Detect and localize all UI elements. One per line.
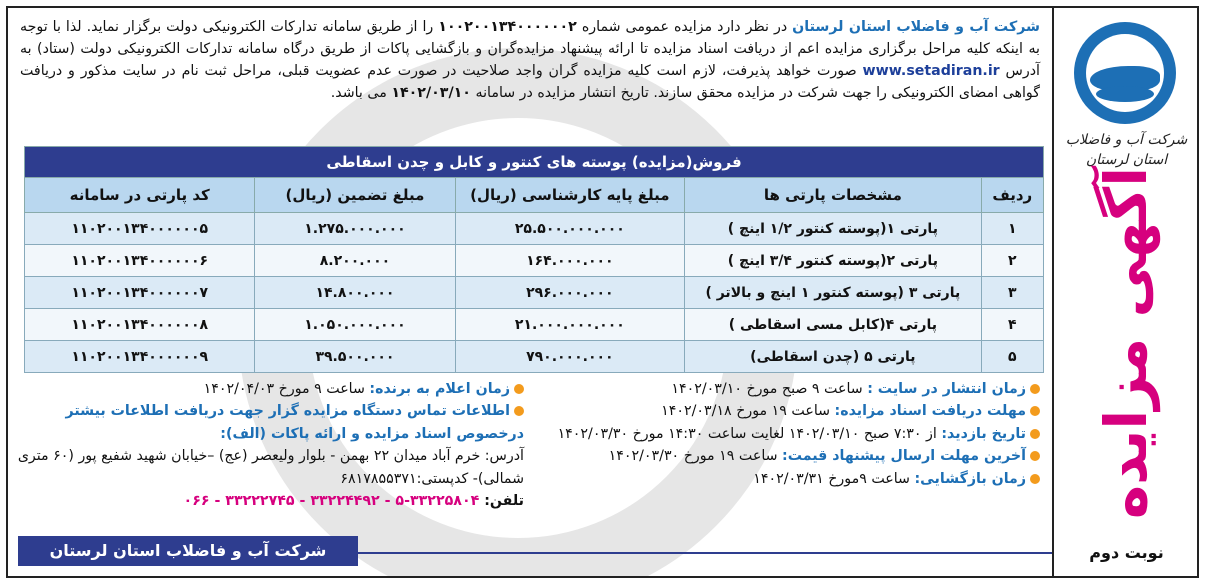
- docs-deadline-value: ساعت ۱۹ مورخ ۱۴۰۲/۰۳/۱۸: [661, 403, 835, 420]
- advertisement-frame: [6, 6, 1199, 578]
- intro-text-4: می باشد.: [330, 85, 392, 101]
- visit-date-label: تاریخ بازدید:: [941, 425, 1026, 442]
- cell-lot-spec: پارتی ۱(پوسته کنتور ۱/۲ اینچ ): [685, 213, 981, 245]
- footer-divider: [358, 552, 1052, 554]
- publish-time: [540, 378, 1040, 400]
- company-logo-icon: [1074, 22, 1176, 124]
- footer-company: شرکت آب و فاضلاب استان لرستان: [18, 536, 358, 566]
- cell-row-number: ۱: [981, 213, 1043, 245]
- cell-guarantee: ۱.۲۷۵.۰۰۰.۰۰۰: [255, 213, 455, 245]
- cell-guarantee: ۱۴.۸۰۰.۰۰۰: [255, 277, 455, 309]
- cell-lot-spec: پارتی ۲(پوسته کنتور ۳/۴ اینچ ): [685, 245, 981, 277]
- schedule-info: [540, 378, 1040, 490]
- cell-guarantee: ۳۹.۵۰۰.۰۰۰: [255, 341, 455, 373]
- setad-link[interactable]: www.setadiran.ir: [862, 63, 1000, 79]
- intro-text-2: را از طریق سامانه تدارکات الکترونیکی دولت برگزار نماید. لذا با توجه به اینکه کلیه مراحل برگزاری مزایده اعم از دریافت اسناد مزایده تا ارائه پیشنهاد مزایده‌گران و بازگشایی پاکات از طریق درگاه سامانه تدارکات الکترونیکی دولت (ستاد) به آدرس: [20, 19, 1040, 79]
- bullet-icon: [514, 384, 524, 394]
- cell-lot-code: ۱۱۰۲۰۰۱۳۴۰۰۰۰۰۰۹: [25, 341, 255, 373]
- contact-info: [12, 378, 524, 512]
- bullet-icon: [1030, 429, 1040, 439]
- contact-title-text: اطلاعات تماس دستگاه مزایده گزار جهت دریافت اطلاعات بیشتر درخصوص اسناد مزایده و ارائه پاکات (الف):: [65, 403, 524, 442]
- header-lot-code: کد پارتی در سامانه: [25, 178, 255, 213]
- cell-base-price: ۲۹۶.۰۰۰.۰۰۰: [455, 277, 685, 309]
- cell-lot-code: ۱۱۰۲۰۰۱۳۴۰۰۰۰۰۰۸: [25, 309, 255, 341]
- intro-text-3: صورت خواهد پذیرفت، لازم است کلیه مزایده گران واجد صلاحیت در صورت عدم عضویت قبلی، مراحل ثبت نام در سایت مذکور و دریافت گواهی امضای الکترونیکی را جهت شرکت در مزایده محقق سازند. تاریخ انتشار مزایده در سامانه: [20, 63, 1040, 101]
- docs-deadline-label: مهلت دریافت اسناد مزایده:: [834, 403, 1026, 420]
- bullet-icon: [1030, 451, 1040, 461]
- lots-table: [24, 146, 1044, 373]
- docs-deadline: [540, 400, 1040, 422]
- offer-deadline-label: آخرین مهلت ارسال پیشنهاد قیمت:: [782, 448, 1026, 465]
- publish-date: ۱۴۰۲/۰۳/۱۰: [391, 85, 471, 101]
- publish-time-label: زمان انتشار در سایت :: [867, 381, 1026, 397]
- bullet-icon: [514, 406, 524, 416]
- opening-time: [540, 468, 1040, 490]
- header-row-number: ردیف: [981, 178, 1043, 213]
- cell-lot-spec: پارتی ۳ (پوسته کنتور ۱ اینچ و بالاتر ): [685, 277, 981, 309]
- visit-date: [540, 423, 1040, 445]
- table-row: [25, 213, 1044, 245]
- header-lot-spec: مشخصات پارتی ها: [685, 178, 981, 213]
- phone-label: تلفن:: [484, 493, 524, 510]
- winner-value: ساعت ۹ مورخ ۱۴۰۲/۰۴/۰۳: [203, 381, 370, 397]
- table-row: [25, 245, 1044, 277]
- cell-lot-code: ۱۱۰۲۰۰۱۳۴۰۰۰۰۰۰۷: [25, 277, 255, 309]
- ad-title-text: آگهی مزایده: [1092, 166, 1161, 520]
- cell-guarantee: ۱.۰۵۰.۰۰۰.۰۰۰: [255, 309, 455, 341]
- phone-value: ۳۳۲۲۵۸۰۴-۵ - ۳۳۲۲۴۴۹۲ - ۳۳۲۲۲۷۴۵ - ۰۶۶: [183, 493, 485, 510]
- auction-number: ۱۰۰۲۰۰۱۳۴۰۰۰۰۰۰۲: [438, 19, 577, 35]
- visit-date-value: از ۷:۳۰ صبح ۱۴۰۲/۰۳/۱۰ لغایت ساعت ۱۴:۳۰ مورخ ۱۴۰۲/۰۳/۳۰: [557, 425, 942, 442]
- intro-company: شرکت آب و فاضلاب استان لرستان: [792, 19, 1040, 35]
- cell-row-number: ۴: [981, 309, 1043, 341]
- intro-text-1: در نظر دارد مزایده عمومی شماره: [576, 19, 793, 35]
- cell-row-number: ۳: [981, 277, 1043, 309]
- cell-row-number: ۲: [981, 245, 1043, 277]
- contact-title: [12, 400, 524, 445]
- offer-deadline-value: ساعت ۱۹ مورخ ۱۴۰۲/۰۳/۳۰: [608, 448, 783, 465]
- cell-lot-spec: پارتی ۴(کابل مسی اسقاطی ): [685, 309, 981, 341]
- offer-deadline: [540, 445, 1040, 467]
- cell-guarantee: ۸.۲۰۰.۰۰۰: [255, 245, 455, 277]
- bullet-icon: [1030, 384, 1040, 394]
- ad-content: [8, 8, 1052, 576]
- cell-row-number: ۵: [981, 341, 1043, 373]
- cell-base-price: ۷۹۰.۰۰۰.۰۰۰: [455, 341, 685, 373]
- phone: [12, 490, 524, 512]
- cell-base-price: ۲۱.۰۰۰.۰۰۰.۰۰۰: [455, 309, 685, 341]
- cell-base-price: ۱۶۴.۰۰۰.۰۰۰: [455, 245, 685, 277]
- bullet-icon: [1030, 406, 1040, 416]
- table-row: [25, 309, 1044, 341]
- header-guarantee: مبلغ تضمین (ریال): [255, 178, 455, 213]
- intro-paragraph: [20, 16, 1040, 104]
- opening-time-label: زمان بازگشایی:: [914, 470, 1026, 487]
- winner-announcement: [12, 378, 524, 400]
- cell-lot-code: ۱۱۰۲۰۰۱۳۴۰۰۰۰۰۰۶: [25, 245, 255, 277]
- bullet-icon: [1030, 474, 1040, 484]
- table-row: [25, 277, 1044, 309]
- cell-lot-spec: پارتی ۵ (چدن اسقاطی): [685, 341, 981, 373]
- publish-time-value: ساعت ۹ صبح مورخ ۱۴۰۲/۰۳/۱۰: [671, 381, 868, 397]
- cell-lot-code: ۱۱۰۲۰۰۱۳۴۰۰۰۰۰۰۵: [25, 213, 255, 245]
- winner-label: زمان اعلام به برنده:: [369, 381, 510, 397]
- cell-base-price: ۲۵.۵۰۰.۰۰۰.۰۰۰: [455, 213, 685, 245]
- ad-title: [1054, 166, 1199, 520]
- round-label: نوبت دوم: [1089, 543, 1164, 562]
- address: آدرس: خرم آباد میدان ۲۲ بهمن - بلوار ولیعصر (عج) –خیابان شهید شفیع پور (۶۰ متری شمالی)- کدپستی:۶۸۱۷۸۵۵۳۷۱: [17, 448, 524, 487]
- table-row: [25, 341, 1044, 373]
- header-base-price: مبلغ پایه کارشناسی (ریال): [455, 178, 685, 213]
- side-banner: [1052, 8, 1197, 576]
- company-name-script: شرکت آب و فاضلاب استان لرستان: [1065, 132, 1188, 168]
- table-caption: فروش(مزایده) پوسته های کنتور و کابل و چدن اسقاطی: [25, 147, 1044, 178]
- opening-time-value: ساعت ۹مورخ ۱۴۰۲/۰۳/۳۱: [753, 470, 915, 487]
